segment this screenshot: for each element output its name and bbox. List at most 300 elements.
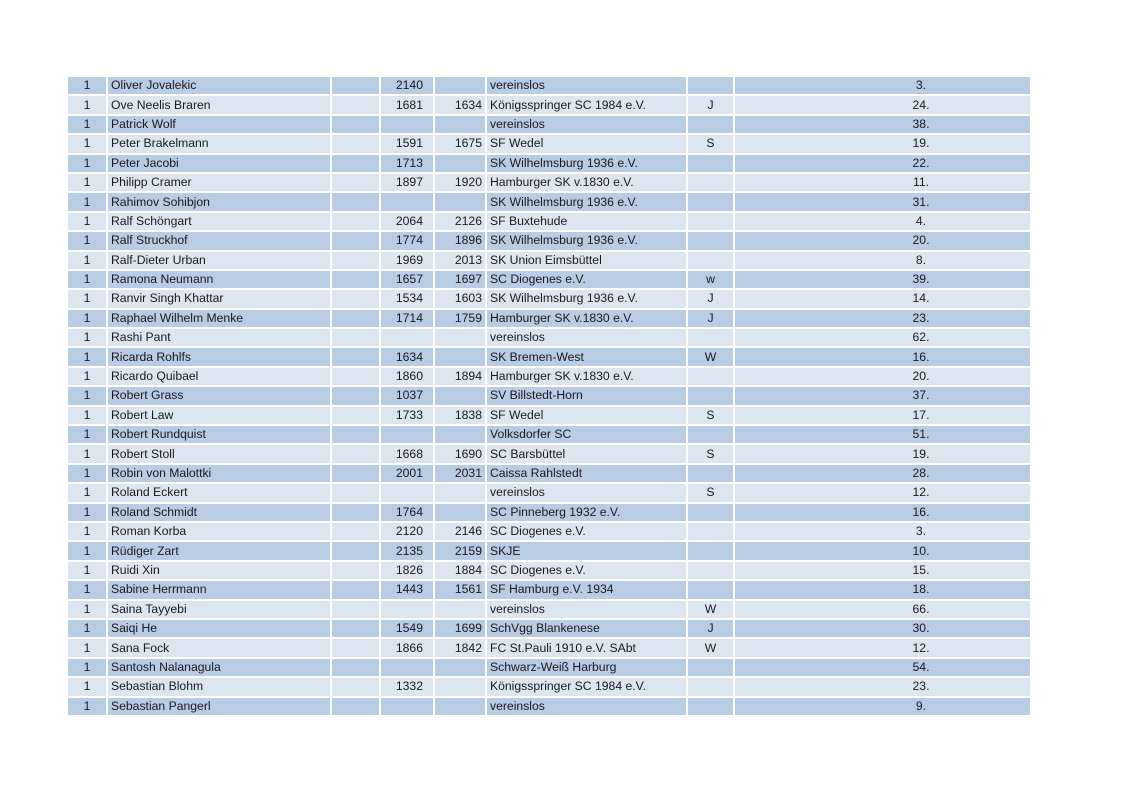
rank: 4. [735,213,1030,230]
rank: 39. [735,271,1030,288]
category-flag [688,659,733,676]
table-body [68,77,1030,715]
blank-cell [332,252,379,269]
rating-elo: 2135 [381,542,433,559]
rank: 3. [735,77,1030,94]
row-number: 1 [68,678,106,695]
category-flag [688,213,733,230]
rating-dwz [435,601,485,618]
category-flag: J [688,620,733,637]
player-name: Philipp Cramer [108,174,330,191]
table-row [68,174,1030,191]
row-number: 1 [68,601,106,618]
row-number: 1 [68,348,106,365]
category-flag [688,155,733,172]
rank: 17. [735,407,1030,424]
rating-elo: 1037 [381,387,433,404]
rating-elo: 1713 [381,155,433,172]
table-row [68,213,1030,230]
rating-dwz [435,193,485,210]
category-flag [688,465,733,482]
player-name: Sabine Herrmann [108,581,330,598]
blank-cell [332,329,379,346]
category-flag [688,116,733,133]
club-name: Volksdorfer SC [487,426,686,443]
rating-elo [381,601,433,618]
rank: 16. [735,348,1030,365]
category-flag: S [688,445,733,462]
row-number: 1 [68,542,106,559]
table-row [68,542,1030,559]
rating-elo: 1549 [381,620,433,637]
club-name: Hamburger SK v.1830 e.V. [487,368,686,385]
club-name: vereinslos [487,601,686,618]
table-row [68,155,1030,172]
club-name: SK Wilhelmsburg 1936 e.V. [487,193,686,210]
table-row [68,581,1030,598]
rank: 54. [735,659,1030,676]
player-name: Sebastian Pangerl [108,698,330,715]
row-number: 1 [68,484,106,501]
rating-elo: 1443 [381,581,433,598]
rank: 28. [735,465,1030,482]
club-name: SF Buxtehude [487,213,686,230]
player-name: Ricardo Quibael [108,368,330,385]
rank: 23. [735,678,1030,695]
rating-dwz [435,348,485,365]
club-name: Schwarz-Weiß Harburg [487,659,686,676]
row-number: 1 [68,407,106,424]
blank-cell [332,562,379,579]
rating-elo: 2064 [381,213,433,230]
blank-cell [332,116,379,133]
rating-dwz [435,387,485,404]
rating-dwz: 1894 [435,368,485,385]
table-row [68,445,1030,462]
player-name: Saiqi He [108,620,330,637]
rating-dwz [435,484,485,501]
rating-dwz: 1920 [435,174,485,191]
rating-elo: 1866 [381,639,433,656]
rating-dwz [435,329,485,346]
row-number: 1 [68,426,106,443]
rank: 12. [735,484,1030,501]
player-name: Sana Fock [108,639,330,656]
rating-dwz [435,155,485,172]
rating-elo: 1969 [381,252,433,269]
rank: 16. [735,504,1030,521]
blank-cell [332,77,379,94]
rating-dwz [435,659,485,676]
row-number: 1 [68,465,106,482]
table-row [68,116,1030,133]
rating-dwz [435,678,485,695]
row-number: 1 [68,562,106,579]
player-table [66,75,1032,717]
rank: 37. [735,387,1030,404]
rating-elo [381,426,433,443]
category-flag: W [688,601,733,618]
rating-dwz [435,504,485,521]
row-number: 1 [68,329,106,346]
blank-cell [332,193,379,210]
table-row [68,601,1030,618]
player-name: Ricarda Rohlfs [108,348,330,365]
player-name: Sebastian Blohm [108,678,330,695]
club-name: SK Wilhelmsburg 1936 e.V. [487,290,686,307]
rating-elo: 1897 [381,174,433,191]
rank: 8. [735,252,1030,269]
row-number: 1 [68,193,106,210]
player-name: Rashi Pant [108,329,330,346]
category-flag [688,562,733,579]
rating-elo [381,484,433,501]
rating-elo [381,116,433,133]
blank-cell [332,155,379,172]
rating-elo: 1764 [381,504,433,521]
category-flag [688,193,733,210]
rating-elo [381,193,433,210]
table-row [68,523,1030,540]
rating-elo: 1668 [381,445,433,462]
row-number: 1 [68,174,106,191]
rating-elo [381,329,433,346]
club-name: SC Diogenes e.V. [487,562,686,579]
rating-dwz: 1699 [435,620,485,637]
rating-dwz: 1896 [435,232,485,249]
player-name: Roman Korba [108,523,330,540]
table-row [68,96,1030,113]
row-number: 1 [68,504,106,521]
club-name: SF Wedel [487,135,686,152]
club-name: SC Diogenes e.V. [487,523,686,540]
club-name: vereinslos [487,116,686,133]
table-row [68,271,1030,288]
player-name: Robert Law [108,407,330,424]
club-name: FC St.Pauli 1910 e.V. SAbt [487,639,686,656]
player-name: Ralf Schöngart [108,213,330,230]
player-table-container [68,77,1034,715]
table-row [68,639,1030,656]
category-flag [688,426,733,443]
table-row [68,135,1030,152]
club-name: SchVgg Blankenese [487,620,686,637]
blank-cell [332,581,379,598]
category-flag [688,252,733,269]
player-name: Rüdiger Zart [108,542,330,559]
table-row [68,232,1030,249]
player-name: Raphael Wilhelm Menke [108,310,330,327]
blank-cell [332,135,379,152]
blank-cell [332,290,379,307]
rank: 9. [735,698,1030,715]
rank: 66. [735,601,1030,618]
rank: 19. [735,445,1030,462]
table-row [68,329,1030,346]
category-flag: W [688,639,733,656]
row-number: 1 [68,639,106,656]
player-name: Rahimov Sohibjon [108,193,330,210]
rating-elo [381,698,433,715]
rank: 11. [735,174,1030,191]
club-name: Königsspringer SC 1984 e.V. [487,96,686,113]
row-number: 1 [68,271,106,288]
rank: 30. [735,620,1030,637]
row-number: 1 [68,523,106,540]
table-row [68,562,1030,579]
rank: 14. [735,290,1030,307]
blank-cell [332,310,379,327]
rating-elo: 2140 [381,77,433,94]
rank: 24. [735,96,1030,113]
club-name: Caissa Rahlstedt [487,465,686,482]
table-row [68,698,1030,715]
rating-dwz: 2013 [435,252,485,269]
category-flag: S [688,484,733,501]
player-name: Ruidi Xin [108,562,330,579]
club-name: SK Wilhelmsburg 1936 e.V. [487,232,686,249]
table-row [68,348,1030,365]
blank-cell [332,174,379,191]
player-name: Oliver Jovalekic [108,77,330,94]
rating-dwz: 2159 [435,542,485,559]
row-number: 1 [68,155,106,172]
rank: 31. [735,193,1030,210]
rating-dwz: 1603 [435,290,485,307]
category-flag [688,174,733,191]
category-flag [688,698,733,715]
club-name: SF Hamburg e.V. 1934 [487,581,686,598]
category-flag [688,523,733,540]
rating-elo: 1657 [381,271,433,288]
rating-elo: 1714 [381,310,433,327]
rank: 20. [735,368,1030,385]
rating-dwz [435,77,485,94]
player-name: Saina Tayyebi [108,601,330,618]
rank: 10. [735,542,1030,559]
player-name: Ralf Struckhof [108,232,330,249]
club-name: vereinslos [487,329,686,346]
rating-elo: 1634 [381,348,433,365]
rating-dwz: 1838 [435,407,485,424]
table-row [68,193,1030,210]
player-name: Roland Schmidt [108,504,330,521]
player-name: Robin von Malottki [108,465,330,482]
table-row [68,465,1030,482]
rating-elo: 1860 [381,368,433,385]
category-flag [688,232,733,249]
rating-elo: 1534 [381,290,433,307]
rank: 38. [735,116,1030,133]
category-flag [688,77,733,94]
club-name: SK Wilhelmsburg 1936 e.V. [487,155,686,172]
club-name: SC Pinneberg 1932 e.V. [487,504,686,521]
rating-elo: 1733 [381,407,433,424]
rank: 15. [735,562,1030,579]
blank-cell [332,620,379,637]
rating-elo: 1681 [381,96,433,113]
rating-dwz [435,116,485,133]
club-name: Hamburger SK v.1830 e.V. [487,174,686,191]
category-flag: S [688,407,733,424]
row-number: 1 [68,96,106,113]
club-name: vereinslos [487,77,686,94]
category-flag: w [688,271,733,288]
blank-cell [332,639,379,656]
rating-dwz: 1675 [435,135,485,152]
rating-dwz: 1759 [435,310,485,327]
table-row [68,504,1030,521]
player-name: Ramona Neumann [108,271,330,288]
category-flag [688,678,733,695]
player-name: Robert Rundquist [108,426,330,443]
blank-cell [332,484,379,501]
category-flag [688,387,733,404]
rating-dwz [435,426,485,443]
rank: 62. [735,329,1030,346]
row-number: 1 [68,620,106,637]
rating-elo: 1591 [381,135,433,152]
category-flag: S [688,135,733,152]
player-name: Roland Eckert [108,484,330,501]
rating-dwz: 2031 [435,465,485,482]
player-name: Robert Stoll [108,445,330,462]
club-name: SC Barsbüttel [487,445,686,462]
table-row [68,77,1030,94]
rating-dwz: 1690 [435,445,485,462]
table-row [68,678,1030,695]
blank-cell [332,504,379,521]
player-name: Santosh Nalanagula [108,659,330,676]
blank-cell [332,698,379,715]
club-name: Hamburger SK v.1830 e.V. [487,310,686,327]
table-row [68,310,1030,327]
blank-cell [332,678,379,695]
player-name: Ranvir Singh Khattar [108,290,330,307]
category-flag [688,368,733,385]
row-number: 1 [68,232,106,249]
category-flag [688,504,733,521]
rank: 23. [735,310,1030,327]
blank-cell [332,659,379,676]
table-row [68,387,1030,404]
blank-cell [332,232,379,249]
row-number: 1 [68,368,106,385]
rank: 18. [735,581,1030,598]
rank: 19. [735,135,1030,152]
rank: 51. [735,426,1030,443]
blank-cell [332,348,379,365]
club-name: vereinslos [487,484,686,501]
rank: 22. [735,155,1030,172]
category-flag [688,329,733,346]
blank-cell [332,445,379,462]
club-name: SF Wedel [487,407,686,424]
category-flag [688,581,733,598]
blank-cell [332,368,379,385]
club-name: SV Billstedt-Horn [487,387,686,404]
rating-dwz: 2146 [435,523,485,540]
blank-cell [332,387,379,404]
row-number: 1 [68,135,106,152]
club-name: vereinslos [487,698,686,715]
table-row [68,407,1030,424]
table-row [68,620,1030,637]
category-flag: W [688,348,733,365]
rating-dwz: 1561 [435,581,485,598]
row-number: 1 [68,116,106,133]
rating-dwz: 2126 [435,213,485,230]
blank-cell [332,465,379,482]
blank-cell [332,271,379,288]
player-name: Peter Jacobi [108,155,330,172]
category-flag [688,542,733,559]
blank-cell [332,426,379,443]
row-number: 1 [68,213,106,230]
blank-cell [332,601,379,618]
row-number: 1 [68,310,106,327]
row-number: 1 [68,290,106,307]
category-flag: J [688,310,733,327]
rating-elo: 1332 [381,678,433,695]
rating-dwz: 1842 [435,639,485,656]
player-name: Ralf-Dieter Urban [108,252,330,269]
rating-dwz: 1697 [435,271,485,288]
blank-cell [332,542,379,559]
table-row [68,368,1030,385]
club-name: SC Diogenes e.V. [487,271,686,288]
player-name: Peter Brakelmann [108,135,330,152]
rating-dwz: 1884 [435,562,485,579]
table-row [68,484,1030,501]
row-number: 1 [68,659,106,676]
club-name: SKJE [487,542,686,559]
rating-elo: 1774 [381,232,433,249]
rank: 20. [735,232,1030,249]
table-row [68,290,1030,307]
category-flag: J [688,290,733,307]
rating-elo: 2001 [381,465,433,482]
row-number: 1 [68,581,106,598]
blank-cell [332,407,379,424]
player-name: Robert Grass [108,387,330,404]
rank: 3. [735,523,1030,540]
row-number: 1 [68,77,106,94]
rank: 12. [735,639,1030,656]
blank-cell [332,523,379,540]
player-name: Ove Neelis Braren [108,96,330,113]
club-name: SK Bremen-West [487,348,686,365]
row-number: 1 [68,387,106,404]
row-number: 1 [68,698,106,715]
category-flag: J [688,96,733,113]
rating-elo [381,659,433,676]
table-row [68,252,1030,269]
rating-dwz [435,698,485,715]
row-number: 1 [68,445,106,462]
table-row [68,659,1030,676]
rating-elo: 2120 [381,523,433,540]
blank-cell [332,96,379,113]
club-name: SK Union Eimsbüttel [487,252,686,269]
rating-dwz: 1634 [435,96,485,113]
blank-cell [332,213,379,230]
table-row [68,426,1030,443]
player-name: Patrick Wolf [108,116,330,133]
row-number: 1 [68,252,106,269]
rating-elo: 1826 [381,562,433,579]
club-name: Königsspringer SC 1984 e.V. [487,678,686,695]
